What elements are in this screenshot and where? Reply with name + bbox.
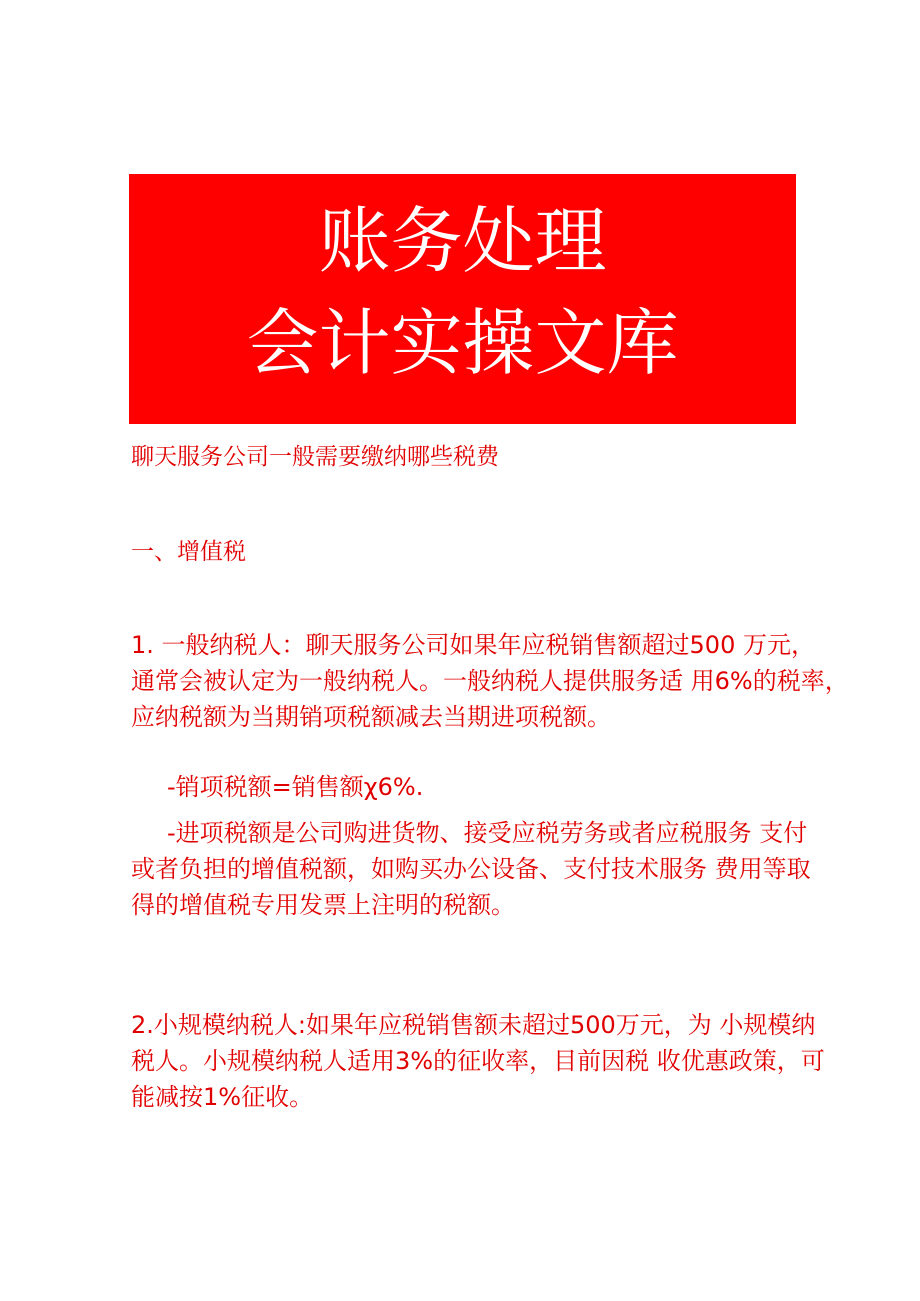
document-subtitle: 聊天服务公司一般需要缴纳哪些税费 (131, 444, 499, 470)
banner-title-line-2: 会计实操文库 (246, 301, 679, 385)
paragraph-line: 通常会被认定为一般纳税人。一般纳税人提供服务适 用6%的税率， (131, 667, 849, 695)
section-heading-vat: 一、增值税 (131, 539, 246, 565)
paragraph-line: 得的增值税专用发票上注明的税额。 (131, 891, 515, 919)
title-banner (129, 174, 796, 424)
paragraph-line: 1. 一般纳税人：聊天服务公司如果年应税销售额超过500 万元， (131, 631, 815, 659)
paragraph-line: 或者负担的增值税额，如购买办公设备、支付技术服务 费用等取 (131, 855, 811, 883)
paragraph-line: -销项税额=销售额χ6%. (167, 773, 424, 801)
paragraph-line: 能减按1%征收。 (131, 1083, 314, 1111)
banner-title-line-1: 账务处理 (318, 199, 607, 283)
paragraph-output-tax (131, 769, 920, 805)
paragraph-general-taxpayer (131, 627, 920, 735)
paragraph-small-scale-taxpayer (131, 1007, 920, 1115)
paragraph-line: -进项税额是公司购进货物、接受应税劳务或者应税服务 支付 (167, 819, 808, 847)
paragraph-line: 2.小规模纳税人:如果年应税销售额未超过500万元，为 小规模纳 (131, 1011, 816, 1039)
paragraph-line: 应纳税额为当期销项税额减去当期进项税额。 (131, 703, 611, 731)
paragraph-line: 税人。小规模纳税人适用3%的征收率，目前因税 收优惠政策，可 (131, 1047, 825, 1075)
paragraph-input-tax (131, 815, 920, 923)
